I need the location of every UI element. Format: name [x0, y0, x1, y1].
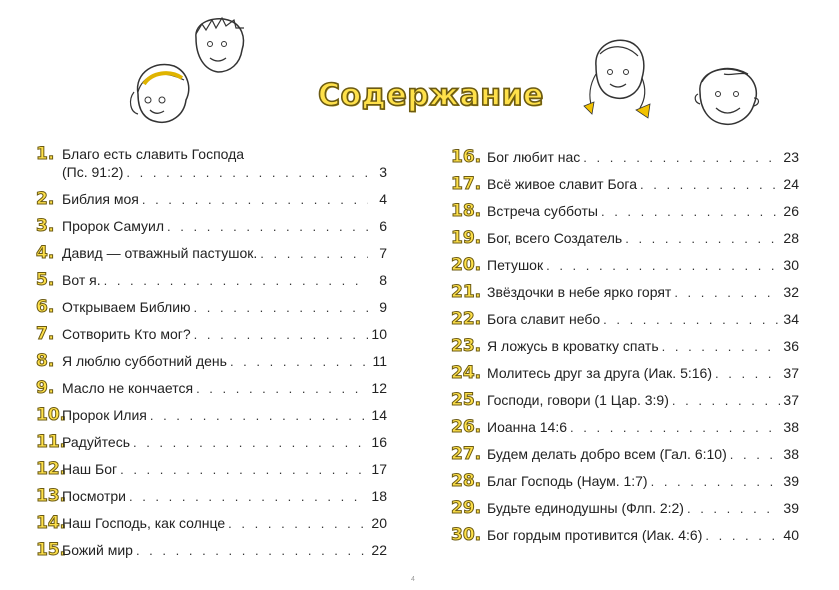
entry-page: 39: [783, 500, 799, 516]
entry-number: 1.: [36, 144, 55, 164]
entry-title: Я люблю субботний день: [62, 353, 227, 369]
entry-page: 40: [783, 527, 799, 543]
entry-title: Открываем Библию: [62, 299, 191, 315]
entry-number: 28.: [451, 471, 482, 491]
toc-entry: [36, 353, 387, 370]
entry-number: 9.: [36, 378, 55, 398]
entry-page: 17: [371, 461, 387, 477]
entry-page: 18: [371, 488, 387, 504]
entry-title: Бог гордым противится (Иак. 4:6): [487, 527, 703, 543]
dot-leader: [228, 516, 368, 532]
entry-title: Вот я.: [62, 272, 101, 288]
toc-entry: [36, 380, 387, 397]
dot-leader: [715, 366, 780, 382]
toc-entry: [451, 149, 799, 166]
dot-leader: [662, 339, 780, 355]
toc-entry: [451, 365, 799, 382]
entry-page: 22: [371, 542, 387, 558]
entry-page: 39: [783, 473, 799, 489]
entry-number: 14.: [36, 513, 67, 533]
entry-number: 3.: [36, 216, 55, 236]
entry-page: 16: [371, 434, 387, 450]
entry-number: 8.: [36, 351, 55, 371]
entry-page: 14: [371, 407, 387, 423]
entry-title: Я ложусь в кроватку спать: [487, 338, 659, 354]
entry-page: 26: [783, 203, 799, 219]
entry-page: 37: [783, 392, 799, 408]
entry-page: 6: [379, 218, 387, 234]
entry-page: 30: [783, 257, 799, 273]
toc-entry: [36, 542, 387, 559]
entry-number: 24.: [451, 363, 482, 383]
entry-page: 32: [783, 284, 799, 300]
entry-title: Звёздочки в небе ярко горят: [487, 284, 672, 300]
entry-title: Бог любит нас: [487, 149, 581, 165]
toc-entry: [36, 488, 387, 505]
entry-page: 37: [783, 365, 799, 381]
toc-entry: [36, 434, 387, 451]
entry-title: Масло не кончается: [62, 380, 194, 396]
entry-page: 9: [379, 299, 387, 315]
toc-entry: [36, 146, 387, 181]
entry-number: 20.: [451, 255, 482, 275]
dot-leader: [705, 528, 780, 544]
entry-number: 18.: [451, 201, 482, 221]
entry-page: 36: [783, 338, 799, 354]
entry-title: Сотворить Кто мог?: [62, 326, 191, 342]
entry-page: 12: [371, 380, 387, 396]
toc-entry: [451, 257, 799, 274]
entry-number: 5.: [36, 270, 55, 290]
entry-page: 24: [783, 176, 799, 192]
dot-leader: [730, 447, 780, 463]
entry-page: 10: [371, 326, 387, 342]
entry-title: Иоанна 14:6: [487, 419, 568, 435]
entry-number: 15.: [36, 540, 67, 560]
dot-leader: [167, 219, 368, 235]
toc-entry: [451, 392, 799, 409]
entry-number: 29.: [451, 498, 482, 518]
entry-page: 23: [783, 149, 799, 165]
entry-number: 22.: [451, 309, 482, 329]
dot-leader: [603, 312, 780, 328]
dot-leader: [126, 165, 368, 181]
dot-leader: [651, 474, 780, 490]
entry-number: 16.: [451, 147, 482, 167]
entry-title: Пророк Илия: [62, 407, 147, 423]
entry-title: Посмотри: [62, 488, 126, 504]
entry-title: Всё живое славит Бога: [487, 176, 638, 192]
dot-leader: [120, 462, 368, 478]
dot-leader: [546, 258, 780, 274]
dot-leader: [672, 393, 780, 409]
dot-leader: [583, 150, 780, 166]
dot-leader: [601, 204, 780, 220]
entry-page: 38: [783, 419, 799, 435]
toc-entry: [36, 515, 387, 532]
boy-face-icon: [188, 14, 248, 78]
toc-entry: [36, 245, 387, 262]
entry-title: Благо есть славить Господа: [62, 146, 245, 162]
entry-number: 30.: [451, 525, 482, 545]
entry-title: Радуйтесь: [62, 434, 130, 450]
entry-number: 19.: [451, 228, 482, 248]
dot-leader: [570, 420, 780, 436]
girl-with-headband-icon: [126, 54, 196, 126]
entry-number: 10.: [36, 405, 67, 425]
entry-number: 12.: [36, 459, 67, 479]
entry-title: Молитесь друг за друга (Иак. 5:16): [487, 365, 712, 381]
dot-leader: [687, 501, 780, 517]
entry-title: Благ Господь (Наум. 1:7): [487, 473, 648, 489]
entry-number: 11.: [36, 432, 67, 452]
entry-number: 7.: [36, 324, 55, 344]
entry-title: Наш Господь, как солнце: [62, 515, 226, 531]
dot-leader: [194, 327, 368, 343]
toc-entry: [36, 218, 387, 235]
page-folio: 4: [411, 576, 415, 583]
dot-leader: [194, 300, 368, 316]
entry-page: 20: [371, 515, 387, 531]
dot-leader: [640, 177, 780, 193]
entry-number: 2.: [36, 189, 55, 209]
entry-title: Божий мир: [62, 542, 133, 558]
toc-entry: [36, 299, 387, 316]
entry-title: Библия моя: [62, 191, 139, 207]
toc-entry: [36, 272, 387, 289]
entry-number: 6.: [36, 297, 55, 317]
entry-page: 11: [372, 353, 387, 369]
dot-leader: [136, 543, 368, 559]
page-title: Содержание: [318, 78, 544, 113]
dot-leader: [625, 231, 780, 247]
toc-entry: [451, 500, 799, 517]
entry-title: Петушок: [487, 257, 544, 273]
entry-page: 7: [379, 245, 387, 261]
dot-leader: [129, 489, 368, 505]
dot-leader: [150, 408, 368, 424]
entry-number: 25.: [451, 390, 482, 410]
dot-leader: [133, 435, 368, 451]
toc-entry: [36, 407, 387, 424]
dot-leader: [260, 246, 368, 262]
entry-title: Бог, всего Создатель: [487, 230, 623, 246]
entry-number: 4.: [36, 243, 55, 263]
entry-title: Пророк Самуил: [62, 218, 165, 234]
entry-number: 26.: [451, 417, 482, 437]
entry-title: Будьте единодушны (Флп. 2:2): [487, 500, 684, 516]
entry-title: Будем делать добро всем (Гал. 6:10): [487, 446, 727, 462]
entry-page: 8: [379, 272, 387, 288]
entry-page: 38: [783, 446, 799, 462]
toc-entry: [451, 473, 799, 490]
entry-title: Господи, говори (1 Цар. 3:9): [487, 392, 669, 408]
entry-page: 3: [379, 164, 387, 180]
entry-number: 13.: [36, 486, 67, 506]
toc-entry: [451, 176, 799, 193]
entry-page: 34: [783, 311, 799, 327]
entry-number: 21.: [451, 282, 482, 302]
toc-entry: [451, 203, 799, 220]
toc-entry: [36, 326, 387, 343]
entry-page: 4: [379, 191, 387, 207]
toc-entry: [451, 284, 799, 301]
entry-title: Давид — отважный пастушок.: [62, 245, 258, 261]
toc-entry: [36, 191, 387, 208]
girl-with-pigtails-icon: [580, 34, 654, 122]
entry-number: 17.: [451, 174, 482, 194]
entry-number: 27.: [451, 444, 482, 464]
toc-entry: [451, 419, 799, 436]
toc-entry: [451, 527, 799, 544]
entry-title-continued: (Пс. 91:2): [62, 164, 124, 180]
boy-smiling-icon: [690, 62, 764, 132]
entry-title: Встреча субботы: [487, 203, 598, 219]
toc-entry: [451, 230, 799, 247]
dot-leader: [674, 285, 780, 301]
toc-entry: [451, 338, 799, 355]
dot-leader: [142, 192, 368, 208]
entry-number: 23.: [451, 336, 482, 356]
dot-leader: [196, 381, 368, 397]
toc-entry: [451, 311, 799, 328]
dot-leader: [104, 273, 368, 289]
toc-entry: [36, 461, 387, 478]
entry-page: 28: [783, 230, 799, 246]
entry-title: Бога славит небо: [487, 311, 601, 327]
dot-leader: [230, 354, 368, 370]
toc-entry: [451, 446, 799, 463]
entry-title: Наш Бог: [62, 461, 118, 477]
